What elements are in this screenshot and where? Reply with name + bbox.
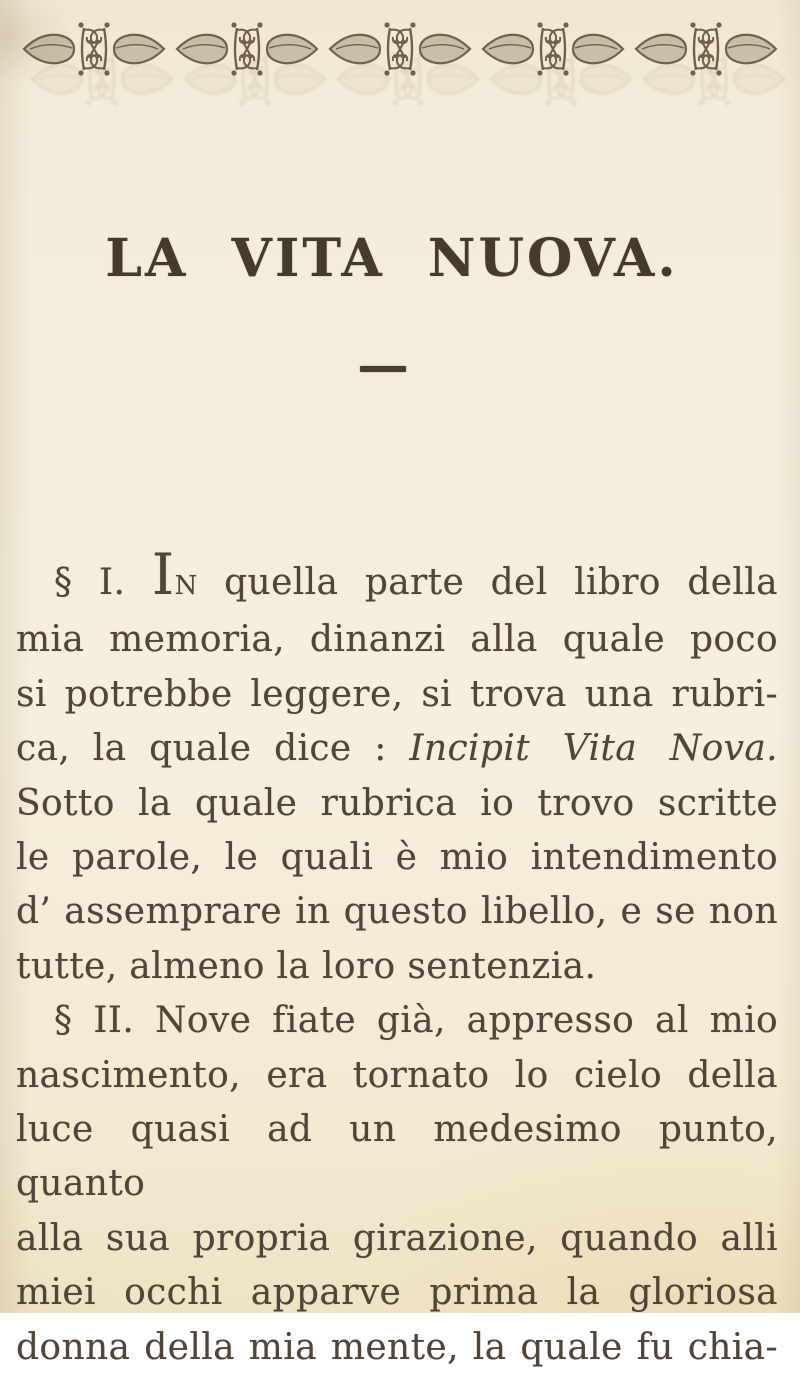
text-line: tutte, almeno la loro sentenzia. (16, 945, 597, 987)
floral-frieze-ornament-icon (20, 14, 780, 110)
initial-capital: I (151, 542, 175, 608)
line-text: quella parte del libro della (197, 562, 778, 603)
text-line: Sotto la quale rubrica io trovo scritte (16, 782, 778, 824)
text-line: donna della mia mente, la quale fu chia- (16, 1326, 778, 1368)
smallcap-letter: N (174, 571, 198, 601)
text-line: alla sua propria girazione, quando alli (16, 1217, 778, 1259)
text-line: § II. Nove fiate già, appresso al mio (54, 1000, 778, 1042)
body-text (16, 542, 778, 1375)
text-line (16, 542, 778, 613)
text-line: d’ assemprare in questo libello, e se non (16, 891, 778, 933)
latin-incipit-phrase: Incipit Vita Nova. (409, 728, 778, 770)
text-line: si potrebbe leggere, si trova una rubri- (16, 673, 778, 715)
text-line: le parole, le quali è mio intendimento (16, 837, 778, 879)
title-divider-rule (360, 366, 406, 372)
line-text: ca, la quale dice : (16, 728, 410, 770)
text-line (16, 722, 778, 776)
text-line: miei occhi apparve prima la gloriosa (16, 1272, 778, 1314)
text-line: mia memoria, dinanzi alla quale poco (16, 619, 778, 661)
section-mark: § I. (54, 562, 152, 603)
text-line: luce quasi ad un medesimo punto, quanto (16, 1109, 778, 1205)
text-line: nascimento, era tornato lo cielo della (16, 1054, 778, 1096)
page-title: LA VITA NUOVA. (105, 228, 679, 289)
